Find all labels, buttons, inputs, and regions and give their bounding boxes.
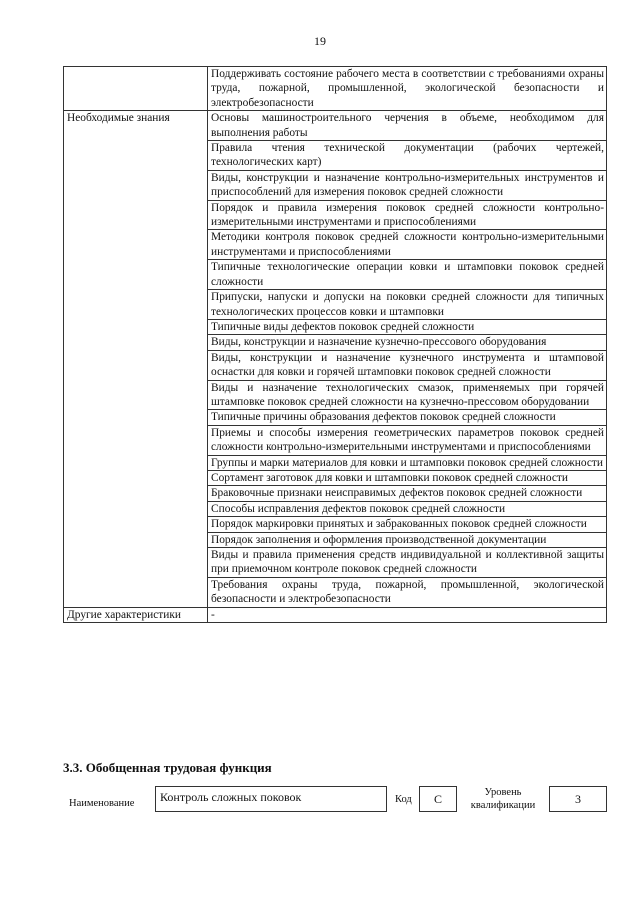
row-text: Способы исправления дефектов поковок средней сложности	[208, 501, 607, 516]
knowledge-table	[63, 66, 607, 623]
row-text: Основы машиностроительного черчения в объеме, необходимом для выполнения работы	[208, 111, 607, 141]
row-text: Требования охраны труда, пожарной, промышленной, экологической безопасности и электробезопасности	[208, 577, 607, 607]
row-text: Виды и правила применения средств индивидуальной и коллективной защиты при приемочном контроле поковок средней сложности	[208, 548, 607, 578]
row-text: Припуски, напуски и допуски на поковки средней сложности для типичных технологических процессов ковки и штамповки	[208, 290, 607, 320]
row-text: Типичные технологические операции ковки и штамповки поковок средней сложности	[208, 260, 607, 290]
row-text: Поддерживать состояние рабочего места в соответствии с требованиями охраны труда, пожарной, промышленной, экологической безопасности и электробезопасности	[208, 67, 607, 111]
row-text: -	[208, 607, 607, 622]
row-label: Необходимые знания	[64, 111, 208, 607]
row-text: Группы и марки материалов для ковки и штамповки поковок средней сложности	[208, 455, 607, 470]
table-row	[64, 607, 607, 622]
page-number: 19	[314, 34, 326, 48]
row-text: Методики контроля поковок средней сложности контрольно-измерительными инструментами и приспособлениями	[208, 230, 607, 260]
level-label-line-2: квалификации	[470, 800, 536, 811]
row-text: Правила чтения технической документации (рабочих чертежей, технологических карт)	[208, 141, 607, 171]
code-label: Код	[395, 794, 412, 805]
code-value-box: C	[419, 786, 457, 812]
row-text: Виды, конструкции и назначение контрольно-измерительных инструментов и приспособлений для измерения поковок средней сложности	[208, 170, 607, 200]
row-text: Виды, конструкции и назначение кузнечного инструмента и штамповой оснастки для ковки и горячей штамповки поковок средней сложности	[208, 350, 607, 380]
name-value-box: Контроль сложных поковок	[155, 786, 387, 812]
row-text: Типичные причины образования дефектов поковок средней сложности	[208, 410, 607, 425]
name-label: Наименование	[69, 798, 135, 809]
table-row	[64, 111, 607, 141]
section-title: 3.3. Обобщенная трудовая функция	[63, 760, 272, 775]
level-label	[455, 786, 551, 812]
level-value-box: 3	[549, 786, 607, 812]
row-label: Другие характеристики	[64, 607, 208, 622]
row-text: Виды, конструкции и назначение кузнечно-прессового оборудования	[208, 335, 607, 350]
row-text: Браковочные признаки неисправимых дефектов поковок средней сложности	[208, 486, 607, 501]
row-text: Порядок маркировки принятых и забракованных поковок средней сложности	[208, 517, 607, 532]
level-label-line-1: Уровень	[484, 787, 522, 798]
table-row	[64, 67, 607, 111]
row-text: Порядок заполнения и оформления производственной документации	[208, 532, 607, 547]
row-text: Приемы и способы измерения геометрических параметров поковок средней сложности контрольно-измерительными инструментами и приспособлениями	[208, 425, 607, 455]
row-text: Виды и назначение технологических смазок, применяемых при горячей штамповке поковок средней сложности на кузнечно-прессовом оборудовании	[208, 380, 607, 410]
row-text: Порядок и правила измерения поковок средней сложности контрольно-измерительными инструментами и приспособлениями	[208, 200, 607, 230]
function-summary	[63, 786, 623, 826]
row-text: Типичные виды дефектов поковок средней сложности	[208, 319, 607, 334]
row-label	[64, 67, 208, 111]
row-text: Сортамент заготовок для ковки и штамповки поковок средней сложности	[208, 470, 607, 485]
